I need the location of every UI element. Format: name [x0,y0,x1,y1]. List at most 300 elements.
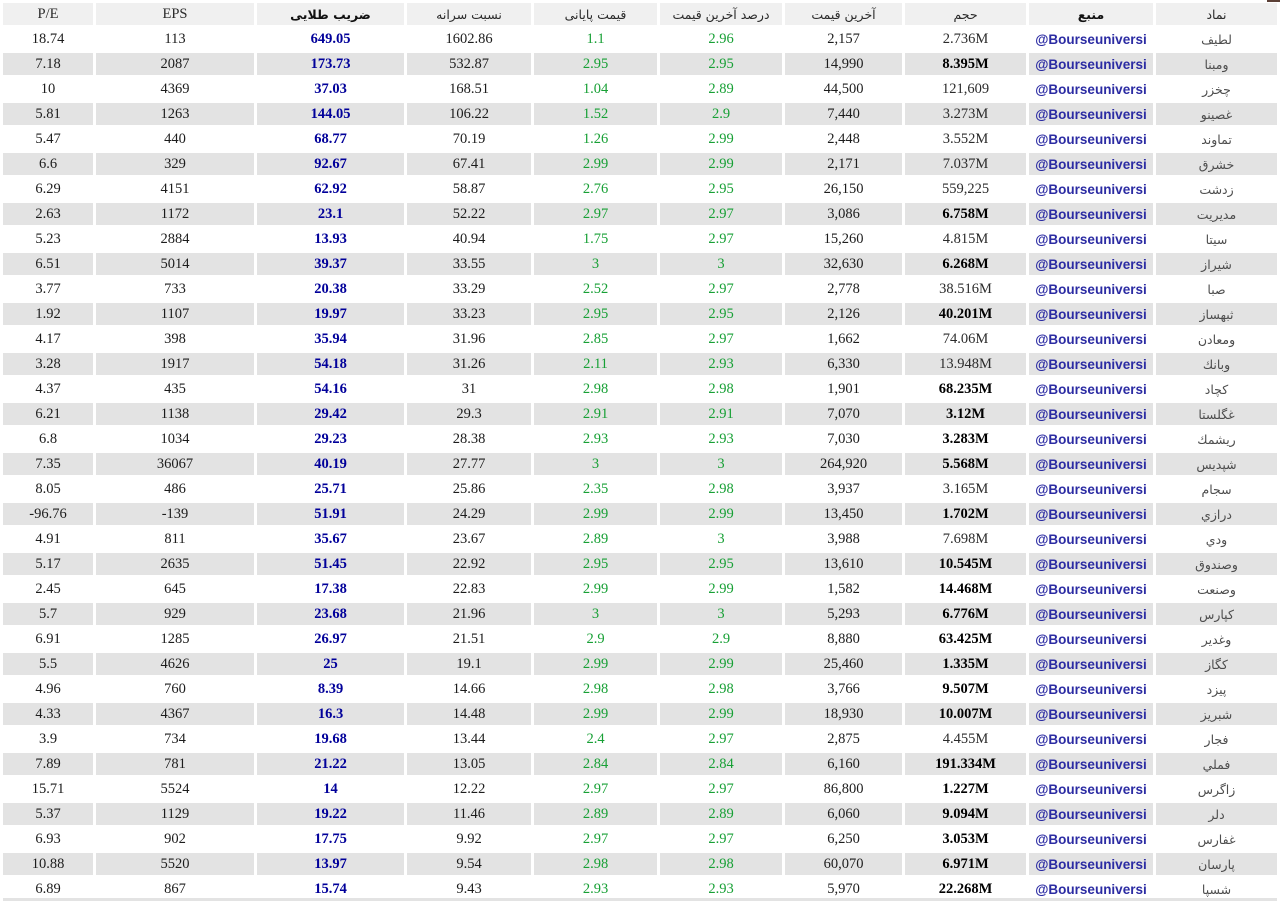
cell-last_price: 3,988 [785,528,902,550]
cell-last_price_percent: 3 [660,528,782,550]
cell-eps: 1172 [96,203,254,225]
cell-volume: 6.758M [905,203,1026,225]
cell-symbol: ومبنا [1156,53,1277,75]
cell-source[interactable]: @Bourseuniversi [1029,778,1153,800]
cell-symbol: زاگرس [1156,778,1277,800]
cell-volume: 2.736M [905,28,1026,50]
cell-volume: 3.273M [905,103,1026,125]
cell-last_price: 3,766 [785,678,902,700]
table-row [3,53,1277,75]
cell-last_price_percent: 2.97 [660,728,782,750]
cell-last_price_percent: 2.93 [660,428,782,450]
cell-closing_price: 1.75 [534,228,657,250]
cell-volume: 4.455M [905,728,1026,750]
cell-last_price: 25,460 [785,653,902,675]
cell-golden_ratio: 14 [257,778,404,800]
table-row [3,653,1277,675]
cell-closing_price: 2.52 [534,278,657,300]
cell-pe: 5.47 [3,128,93,150]
table-row [3,128,1277,150]
cell-eps: 1034 [96,428,254,450]
column-header-per_capita_ratio: نسبت سرانه [407,3,531,25]
cell-closing_price: 2.99 [534,653,657,675]
cell-closing_price: 2.84 [534,753,657,775]
cell-pe: 5.17 [3,553,93,575]
cell-eps: 2087 [96,53,254,75]
cell-symbol: زدشت [1156,178,1277,200]
cell-per_capita_ratio: 24.29 [407,503,531,525]
cell-eps: 398 [96,328,254,350]
cell-eps: 1917 [96,353,254,375]
cell-closing_price: 3 [534,453,657,475]
cell-symbol: دلر [1156,803,1277,825]
cell-volume: 14.468M [905,578,1026,600]
cell-last_price_percent: 2.97 [660,778,782,800]
cell-per_capita_ratio: 532.87 [407,53,531,75]
cell-closing_price: 1.52 [534,103,657,125]
cell-pe: 7.18 [3,53,93,75]
cell-pe: 6.29 [3,178,93,200]
cell-last_price_percent: 2.9 [660,103,782,125]
cell-closing_price: 2.98 [534,678,657,700]
table-row [3,628,1277,650]
cell-closing_price: 2.89 [534,528,657,550]
cell-per_capita_ratio: 106.22 [407,103,531,125]
cell-source[interactable]: @Bourseuniversi [1029,828,1153,850]
cell-pe: 1.92 [3,303,93,325]
cell-golden_ratio: 29.23 [257,428,404,450]
cell-symbol: مدیریت [1156,203,1277,225]
cell-last_price: 1,582 [785,578,902,600]
cell-eps: 929 [96,603,254,625]
cell-eps: 4626 [96,653,254,675]
column-header-symbol: نماد [1156,3,1277,25]
cell-volume: 63.425M [905,628,1026,650]
cell-source[interactable]: @Bourseuniversi [1029,853,1153,875]
cell-golden_ratio: 35.67 [257,528,404,550]
cell-golden_ratio: 16.3 [257,703,404,725]
column-header-last_price: آخرین قیمت [785,3,902,25]
cell-last_price_percent: 2.91 [660,403,782,425]
cell-closing_price: 2.95 [534,303,657,325]
cell-source[interactable]: @Bourseuniversi [1029,278,1153,300]
cell-eps: 867 [96,878,254,900]
cell-last_price: 13,450 [785,503,902,525]
cell-volume: 22.268M [905,878,1026,900]
cell-pe: 2.63 [3,203,93,225]
cell-eps: 2884 [96,228,254,250]
cell-source[interactable]: @Bourseuniversi [1029,53,1153,75]
cell-eps: 781 [96,753,254,775]
cell-volume: 10.545M [905,553,1026,575]
cell-last_price_percent: 2.96 [660,28,782,50]
cell-golden_ratio: 21.22 [257,753,404,775]
cell-golden_ratio: 68.77 [257,128,404,150]
cell-golden_ratio: 25 [257,653,404,675]
cell-pe: 3.28 [3,353,93,375]
table-row [3,453,1277,475]
cell-closing_price: 2.4 [534,728,657,750]
cell-source[interactable]: @Bourseuniversi [1029,328,1153,350]
header-row [3,3,1277,25]
cell-symbol: وصندوق [1156,553,1277,575]
cell-per_capita_ratio: 1602.86 [407,28,531,50]
cell-symbol: شیراز [1156,253,1277,275]
cell-per_capita_ratio: 31.96 [407,328,531,350]
table-row [3,478,1277,500]
cell-volume: 3.552M [905,128,1026,150]
cell-eps: 36067 [96,453,254,475]
cell-eps: 1129 [96,803,254,825]
cell-pe: 4.96 [3,678,93,700]
cell-golden_ratio: 173.73 [257,53,404,75]
cell-pe: 5.7 [3,603,93,625]
cell-per_capita_ratio: 13.44 [407,728,531,750]
cell-eps: 902 [96,828,254,850]
cell-eps: 5520 [96,853,254,875]
cell-last_price: 2,126 [785,303,902,325]
cell-per_capita_ratio: 9.92 [407,828,531,850]
cell-last_price: 5,970 [785,878,902,900]
cell-per_capita_ratio: 31 [407,378,531,400]
cell-volume: 8.395M [905,53,1026,75]
cell-last_price_percent: 3 [660,453,782,475]
cell-last_price_percent: 2.97 [660,328,782,350]
cell-last_price: 13,610 [785,553,902,575]
cell-source[interactable]: @Bourseuniversi [1029,653,1153,675]
column-header-last_price_percent: درصد آخرین قیمت [660,3,782,25]
cell-golden_ratio: 26.97 [257,628,404,650]
column-header-source: منبع [1029,3,1153,25]
cell-last_price_percent: 2.98 [660,853,782,875]
cell-per_capita_ratio: 40.94 [407,228,531,250]
cell-eps: 1263 [96,103,254,125]
cell-source[interactable]: @Bourseuniversi [1029,103,1153,125]
cell-source[interactable]: @Bourseuniversi [1029,503,1153,525]
cell-last_price_percent: 2.97 [660,228,782,250]
cell-volume: 3.165M [905,478,1026,500]
cell-source[interactable]: @Bourseuniversi [1029,453,1153,475]
cell-source[interactable]: @Bourseuniversi [1029,478,1153,500]
table-header [3,3,1277,25]
cell-pe: 6.93 [3,828,93,850]
cell-last_price_percent: 2.95 [660,178,782,200]
cell-closing_price: 2.11 [534,353,657,375]
cell-symbol: خشرق [1156,153,1277,175]
cell-closing_price: 3 [534,253,657,275]
cell-per_capita_ratio: 70.19 [407,128,531,150]
cell-per_capita_ratio: 33.23 [407,303,531,325]
table-row [3,78,1277,100]
cell-pe: 10 [3,78,93,100]
cell-last_price: 7,070 [785,403,902,425]
cell-closing_price: 2.97 [534,203,657,225]
cell-closing_price: 2.76 [534,178,657,200]
cell-closing_price: 2.99 [534,153,657,175]
cell-closing_price: 2.99 [534,703,657,725]
cell-symbol: سیتا [1156,228,1277,250]
cell-source[interactable]: @Bourseuniversi [1029,578,1153,600]
cell-source[interactable]: @Bourseuniversi [1029,203,1153,225]
cell-last_price_percent: 3 [660,253,782,275]
table-row [3,753,1277,775]
cell-golden_ratio: 54.18 [257,353,404,375]
cell-symbol: سجام [1156,478,1277,500]
cell-last_price: 32,630 [785,253,902,275]
cell-eps: 435 [96,378,254,400]
cell-per_capita_ratio: 19.1 [407,653,531,675]
table-row [3,603,1277,625]
cell-pe: 5.5 [3,653,93,675]
cell-eps: 1138 [96,403,254,425]
cell-eps: 329 [96,153,254,175]
table-row [3,728,1277,750]
cell-last_price_percent: 2.93 [660,353,782,375]
cell-last_price_percent: 2.97 [660,278,782,300]
cell-closing_price: 2.98 [534,378,657,400]
cell-golden_ratio: 40.19 [257,453,404,475]
table-row [3,28,1277,50]
cell-closing_price: 1.04 [534,78,657,100]
cell-pe: 6.89 [3,878,93,900]
table-row [3,103,1277,125]
table-row [3,803,1277,825]
cell-pe: 6.6 [3,153,93,175]
cell-last_price: 6,330 [785,353,902,375]
cell-source[interactable]: @Bourseuniversi [1029,628,1153,650]
cell-closing_price: 2.93 [534,878,657,900]
cell-volume: 7.037M [905,153,1026,175]
cell-symbol: پارسان [1156,853,1277,875]
cell-source[interactable]: @Bourseuniversi [1029,553,1153,575]
cell-last_price: 6,060 [785,803,902,825]
cell-eps: 733 [96,278,254,300]
cell-symbol: ومعادن [1156,328,1277,350]
cell-last_price_percent: 2.98 [660,378,782,400]
cell-eps: 645 [96,578,254,600]
cell-per_capita_ratio: 23.67 [407,528,531,550]
cell-symbol: غگلستا [1156,403,1277,425]
cell-volume: 1.702M [905,503,1026,525]
cell-per_capita_ratio: 21.96 [407,603,531,625]
cell-source[interactable]: @Bourseuniversi [1029,728,1153,750]
table-row [3,278,1277,300]
cell-volume: 68.235M [905,378,1026,400]
cell-symbol: ریشمك [1156,428,1277,450]
cell-eps: 486 [96,478,254,500]
cell-per_capita_ratio: 13.05 [407,753,531,775]
cell-source[interactable]: @Bourseuniversi [1029,403,1153,425]
cell-per_capita_ratio: 52.22 [407,203,531,225]
cell-per_capita_ratio: 9.54 [407,853,531,875]
table-row [3,153,1277,175]
cell-per_capita_ratio: 31.26 [407,353,531,375]
cell-symbol: شسپا [1156,878,1277,900]
cell-eps: 4367 [96,703,254,725]
cell-eps: 760 [96,678,254,700]
cell-last_price_percent: 2.99 [660,153,782,175]
cell-per_capita_ratio: 14.66 [407,678,531,700]
cell-pe: 4.17 [3,328,93,350]
column-header-golden_ratio: ضریب طلایی [257,3,404,25]
cell-source[interactable]: @Bourseuniversi [1029,753,1153,775]
cell-source[interactable]: @Bourseuniversi [1029,228,1153,250]
cell-golden_ratio: 19.68 [257,728,404,750]
cell-volume: 10.007M [905,703,1026,725]
cell-closing_price: 2.93 [534,428,657,450]
cell-per_capita_ratio: 33.55 [407,253,531,275]
cell-eps: 5524 [96,778,254,800]
cell-closing_price: 1.26 [534,128,657,150]
cell-pe: 7.89 [3,753,93,775]
cell-pe: 3.9 [3,728,93,750]
cell-volume: 6.268M [905,253,1026,275]
cell-pe: 6.51 [3,253,93,275]
cell-last_price_percent: 2.95 [660,553,782,575]
cell-source[interactable]: @Bourseuniversi [1029,303,1153,325]
cell-eps: 113 [96,28,254,50]
cell-pe: 5.81 [3,103,93,125]
cell-per_capita_ratio: 27.77 [407,453,531,475]
cell-eps: 440 [96,128,254,150]
cell-source[interactable]: @Bourseuniversi [1029,28,1153,50]
cell-eps: -139 [96,503,254,525]
cell-source[interactable]: @Bourseuniversi [1029,603,1153,625]
cell-symbol: درازي [1156,503,1277,525]
table-row [3,503,1277,525]
table-row [3,253,1277,275]
cell-golden_ratio: 35.94 [257,328,404,350]
cell-closing_price: 2.9 [534,628,657,650]
cell-source[interactable]: @Bourseuniversi [1029,78,1153,100]
cell-source[interactable]: @Bourseuniversi [1029,128,1153,150]
cell-golden_ratio: 51.45 [257,553,404,575]
cell-source[interactable]: @Bourseuniversi [1029,428,1153,450]
cell-source[interactable]: @Bourseuniversi [1029,803,1153,825]
cell-volume: 9.094M [905,803,1026,825]
cell-eps: 1285 [96,628,254,650]
cell-last_price: 1,901 [785,378,902,400]
cell-volume: 3.12M [905,403,1026,425]
cell-per_capita_ratio: 22.83 [407,578,531,600]
cell-volume: 6.971M [905,853,1026,875]
cell-symbol: لطیف [1156,28,1277,50]
cell-per_capita_ratio: 33.29 [407,278,531,300]
cell-last_price_percent: 2.99 [660,128,782,150]
cell-pe: 8.05 [3,478,93,500]
cell-closing_price: 1.1 [534,28,657,50]
cell-golden_ratio: 39.37 [257,253,404,275]
cell-symbol: كچاد [1156,378,1277,400]
cell-pe: 4.37 [3,378,93,400]
cell-eps: 1107 [96,303,254,325]
cell-source[interactable]: @Bourseuniversi [1029,178,1153,200]
cell-pe: 6.21 [3,403,93,425]
cell-pe: 5.37 [3,803,93,825]
cell-golden_ratio: 25.71 [257,478,404,500]
table-row [3,578,1277,600]
cell-closing_price: 2.91 [534,403,657,425]
cell-per_capita_ratio: 67.41 [407,153,531,175]
cell-volume: 1.335M [905,653,1026,675]
cell-source[interactable]: @Bourseuniversi [1029,678,1153,700]
cell-last_price: 26,150 [785,178,902,200]
cell-last_price: 2,171 [785,153,902,175]
cell-source[interactable]: @Bourseuniversi [1029,528,1153,550]
cell-source[interactable]: @Bourseuniversi [1029,253,1153,275]
cell-pe: 2.45 [3,578,93,600]
cell-last_price_percent: 2.89 [660,803,782,825]
cell-eps: 811 [96,528,254,550]
cell-volume: 38.516M [905,278,1026,300]
cell-last_price: 2,778 [785,278,902,300]
cell-last_price_percent: 2.98 [660,478,782,500]
cell-golden_ratio: 15.74 [257,878,404,900]
cell-per_capita_ratio: 11.46 [407,803,531,825]
cell-eps: 2635 [96,553,254,575]
table-row [3,853,1277,875]
cell-golden_ratio: 23.68 [257,603,404,625]
cell-closing_price: 2.35 [534,478,657,500]
cell-volume: 4.815M [905,228,1026,250]
cell-last_price_percent: 2.84 [660,753,782,775]
cell-symbol: فجار [1156,728,1277,750]
cell-last_price: 2,157 [785,28,902,50]
cell-last_price: 2,875 [785,728,902,750]
table-row [3,353,1277,375]
cell-golden_ratio: 92.67 [257,153,404,175]
cell-per_capita_ratio: 9.43 [407,878,531,900]
table-row [3,228,1277,250]
cell-pe: 5.23 [3,228,93,250]
table-row [3,828,1277,850]
table-row [3,203,1277,225]
cell-pe: 6.91 [3,628,93,650]
cell-last_price: 3,086 [785,203,902,225]
cell-per_capita_ratio: 168.51 [407,78,531,100]
table-row [3,378,1277,400]
cell-last_price_percent: 2.95 [660,303,782,325]
cell-symbol: غفارس [1156,828,1277,850]
cell-closing_price: 2.99 [534,578,657,600]
cell-symbol: شبریز [1156,703,1277,725]
cell-last_price: 2,448 [785,128,902,150]
cell-symbol: ثبهساز [1156,303,1277,325]
cell-golden_ratio: 17.75 [257,828,404,850]
column-header-pe: P/E [3,3,93,25]
cell-eps: 734 [96,728,254,750]
cell-source[interactable]: @Bourseuniversi [1029,153,1153,175]
cell-symbol: فملي [1156,753,1277,775]
cell-source[interactable]: @Bourseuniversi [1029,353,1153,375]
cell-last_price: 18,930 [785,703,902,725]
cell-golden_ratio: 62.92 [257,178,404,200]
cell-symbol: غصینو [1156,103,1277,125]
table-row [3,678,1277,700]
cell-last_price: 44,500 [785,78,902,100]
cell-symbol: ودي [1156,528,1277,550]
cell-pe: 7.35 [3,453,93,475]
cell-volume: 7.698M [905,528,1026,550]
cell-per_capita_ratio: 14.48 [407,703,531,725]
cell-source[interactable]: @Bourseuniversi [1029,878,1153,900]
cell-source[interactable]: @Bourseuniversi [1029,703,1153,725]
cell-last_price_percent: 2.97 [660,203,782,225]
cell-volume: 191.334M [905,753,1026,775]
cell-symbol: وغدیر [1156,628,1277,650]
cell-source[interactable]: @Bourseuniversi [1029,378,1153,400]
cell-symbol: پیزد [1156,678,1277,700]
